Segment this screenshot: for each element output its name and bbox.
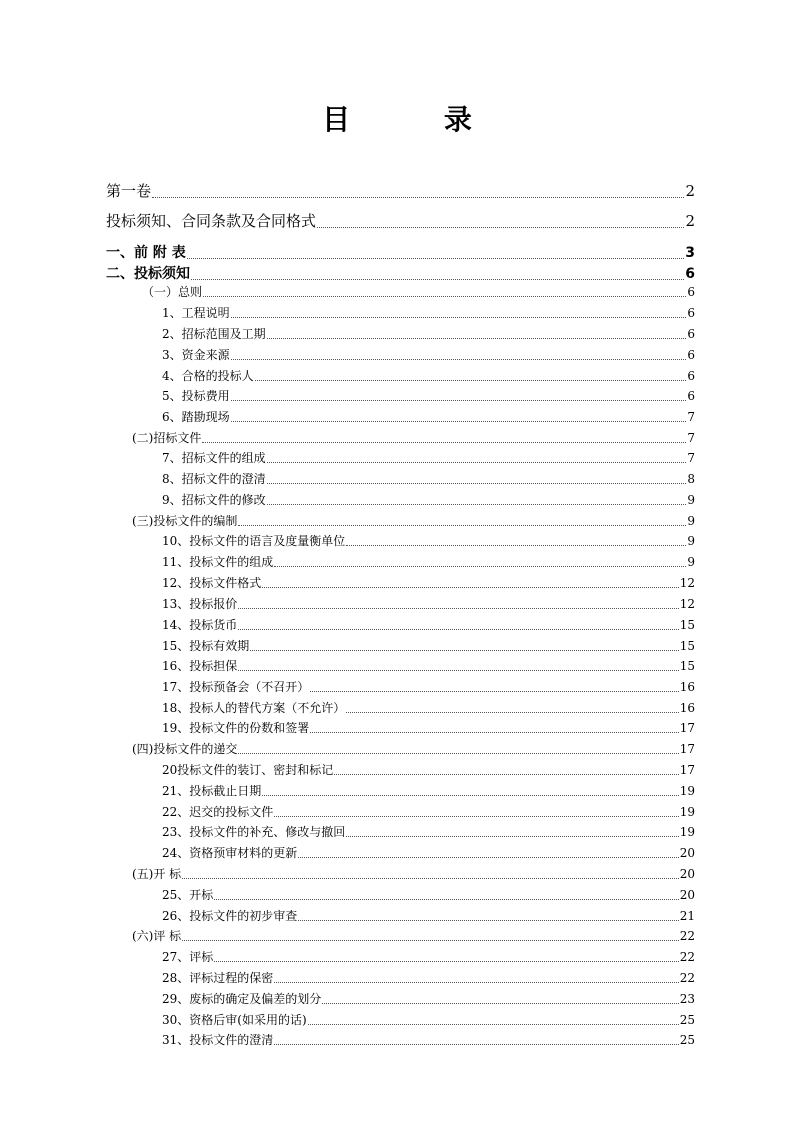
toc-entry[interactable]	[162, 470, 695, 487]
toc-entry-page-number: 6	[685, 266, 695, 282]
toc-entry-page-number: 17	[679, 721, 695, 735]
toc-entry-page-number: 6	[687, 369, 695, 383]
toc-entry-title: 24、资格预审材料的更新	[162, 846, 298, 860]
dot-leader	[214, 899, 678, 900]
dot-leader	[346, 545, 686, 546]
toc-entry-page-number: 7	[687, 410, 695, 424]
toc-entry-page-number: 17	[679, 742, 695, 756]
toc-entry-page-number: 9	[687, 514, 695, 528]
toc-entry[interactable]	[162, 574, 695, 591]
toc-entry-title: 26、投标文件的初步审查	[162, 909, 298, 923]
toc-entry[interactable]	[162, 907, 695, 924]
dot-leader	[267, 483, 687, 484]
dot-leader	[255, 380, 687, 381]
toc-entry[interactable]	[162, 387, 695, 404]
dot-leader	[203, 296, 686, 297]
dot-leader	[298, 920, 678, 921]
dot-leader	[274, 816, 678, 817]
toc-entry[interactable]	[162, 990, 695, 1007]
toc-entry[interactable]	[162, 553, 695, 570]
toc-entry-title: 15、投标有效期	[162, 639, 250, 653]
toc-entry[interactable]	[132, 740, 695, 757]
toc-entry[interactable]	[132, 927, 695, 944]
dot-leader	[231, 317, 687, 318]
toc-entry[interactable]	[106, 263, 695, 283]
dot-leader	[182, 878, 679, 879]
toc-entry[interactable]	[162, 886, 695, 903]
toc-entry-title: 21、投标截止日期	[162, 784, 262, 798]
toc-entry-page-number: 9	[687, 493, 695, 507]
toc-entry-page-number: 22	[679, 950, 695, 964]
toc-entry-title: 第一卷	[106, 182, 152, 200]
dot-leader	[152, 197, 684, 198]
toc-entry-page-number: 9	[687, 555, 695, 569]
toc-entry-page-number: 15	[679, 618, 695, 632]
dot-leader	[231, 421, 687, 422]
toc-entry-title: 18、投标人的替代方案（不允许）	[162, 701, 346, 715]
toc-entry-page-number: 20	[679, 888, 695, 902]
toc-entry-page-number: 16	[679, 701, 695, 715]
toc-entry-title: 13、投标报价	[162, 597, 238, 611]
toc-entry-title: 22、迟交的投标文件	[162, 805, 274, 819]
toc-entry-page-number: 15	[679, 639, 695, 653]
toc-entry-title: 6、踏勘现场	[162, 410, 230, 424]
toc-entry[interactable]	[162, 304, 695, 321]
toc-entry-title: 7、招标文件的组成	[162, 451, 266, 465]
toc-entry-page-number: 20	[679, 846, 695, 860]
toc-entry-title: 投标须知、合同条款及合同格式	[106, 212, 317, 230]
dot-leader	[274, 982, 678, 983]
dot-leader	[238, 629, 678, 630]
toc-entry[interactable]	[162, 325, 695, 342]
toc-entry-title: 2、招标范围及工期	[162, 327, 266, 341]
toc-entry[interactable]	[106, 242, 695, 262]
toc-entry-title: 20投标文件的装订、密封和标记	[162, 763, 334, 777]
dot-leader	[346, 836, 678, 837]
toc-entry[interactable]	[162, 699, 695, 716]
dot-leader	[267, 504, 687, 505]
toc-entry[interactable]	[162, 408, 695, 425]
toc-entry[interactable]	[162, 969, 695, 986]
toc-entry-page-number: 7	[687, 431, 695, 445]
toc-entry-title: 19、投标文件的份数和签署	[162, 721, 310, 735]
toc-entry[interactable]	[162, 823, 695, 840]
toc-entry-page-number: 6	[687, 348, 695, 362]
toc-entry-page-number: 25	[679, 1033, 695, 1047]
toc-entry[interactable]	[162, 595, 695, 612]
dot-leader	[182, 940, 679, 941]
dot-leader	[202, 442, 686, 443]
toc-entry-page-number: 21	[679, 909, 695, 923]
toc-entry-title: (五)开 标	[132, 867, 182, 881]
dot-leader	[346, 712, 678, 713]
toc-entry-title: 8、招标文件的澄清	[162, 472, 266, 486]
dot-leader	[267, 338, 687, 339]
toc-entry-title: 31、投标文件的澄清	[162, 1033, 274, 1047]
toc-entry[interactable]	[162, 844, 695, 861]
dot-leader	[191, 279, 684, 280]
dot-leader	[274, 566, 686, 567]
toc-entry-page-number: 22	[679, 929, 695, 943]
dot-leader	[298, 857, 678, 858]
toc-entry-title: (三)投标文件的编制	[132, 514, 238, 528]
dot-leader	[262, 795, 678, 796]
toc-entry[interactable]	[162, 719, 695, 736]
toc-entry[interactable]	[162, 1011, 695, 1028]
toc-entry[interactable]	[132, 865, 695, 882]
toc-entry[interactable]	[162, 616, 695, 633]
toc-entry[interactable]	[162, 367, 695, 384]
toc-entry-page-number: 2	[685, 182, 695, 200]
dot-leader	[238, 608, 678, 609]
toc-entry-title: 11、投标文件的组成	[162, 555, 274, 569]
dot-leader	[250, 650, 678, 651]
toc-entry-title: 二、投标须知	[106, 266, 190, 282]
toc-entry-page-number: 8	[687, 472, 695, 486]
toc-entry-title: 30、资格后审(如采用的话)	[162, 1013, 307, 1027]
toc-entry[interactable]	[162, 782, 695, 799]
toc-entry-page-number: 22	[679, 971, 695, 985]
toc-entry[interactable]	[162, 449, 695, 466]
dot-leader	[310, 732, 678, 733]
toc-entry-title: 4、合格的投标人	[162, 369, 254, 383]
toc-entry[interactable]	[162, 637, 695, 654]
toc-entry-page-number: 20	[679, 867, 695, 881]
toc-entry[interactable]	[106, 210, 695, 231]
toc-entry[interactable]	[132, 512, 695, 529]
toc-entry-title: 1、工程说明	[162, 306, 230, 320]
toc-entry-title: 27、评标	[162, 950, 214, 964]
toc-entry-page-number: 7	[687, 451, 695, 465]
toc-entry-page-number: 12	[679, 597, 695, 611]
toc-entry-page-number: 6	[687, 306, 695, 320]
page-title: 目 录	[322, 103, 514, 136]
toc-entry-title: 17、投标预备会（不召开）	[162, 680, 310, 694]
toc-entry-page-number: 19	[679, 784, 695, 798]
toc-entry-title: 23、投标文件的补充、修改与撤回	[162, 825, 346, 839]
toc-entry-title: 5、投标费用	[162, 389, 230, 403]
dot-leader	[231, 359, 687, 360]
toc-entry[interactable]	[142, 283, 695, 300]
toc-entry-title: 12、投标文件格式	[162, 576, 262, 590]
toc-entry[interactable]	[162, 761, 695, 778]
dot-leader	[322, 1003, 678, 1004]
toc-entry-title: 一、前 附 表	[106, 245, 186, 261]
dot-leader	[238, 670, 678, 671]
toc-entry-title: 14、投标货币	[162, 618, 238, 632]
toc-entry-title: （一）总则	[142, 285, 203, 299]
toc-entry-page-number: 9	[687, 534, 695, 548]
dot-leader	[238, 753, 678, 754]
toc-entry[interactable]	[162, 1031, 695, 1048]
toc-entry-page-number: 23	[679, 992, 695, 1006]
toc-entry-page-number: 12	[679, 576, 695, 590]
toc-entry[interactable]	[132, 429, 695, 446]
dot-leader	[274, 1044, 678, 1045]
dot-leader	[238, 525, 686, 526]
toc-entry[interactable]	[162, 803, 695, 820]
dot-leader	[262, 587, 678, 588]
toc-entry-page-number: 19	[679, 805, 695, 819]
toc-entry-title: 9、招标文件的修改	[162, 493, 266, 507]
dot-leader	[308, 1024, 679, 1025]
toc-entry-title: (六)评 标	[132, 929, 182, 943]
toc-entry-page-number: 17	[679, 763, 695, 777]
toc-entry[interactable]	[162, 491, 695, 508]
dot-leader	[310, 691, 678, 692]
toc-entry-title: 16、投标担保	[162, 659, 238, 673]
toc-entry-page-number: 6	[687, 285, 695, 299]
dot-leader	[334, 774, 678, 775]
toc-entry-title: (二)招标文件	[132, 431, 202, 445]
dot-leader	[267, 462, 687, 463]
toc-entry-page-number: 6	[687, 389, 695, 403]
dot-leader	[187, 258, 685, 259]
dot-leader	[231, 400, 687, 401]
dot-leader	[214, 961, 678, 962]
toc-entry-title: 28、评标过程的保密	[162, 971, 274, 985]
toc-entry-page-number: 6	[687, 327, 695, 341]
dot-leader	[317, 227, 684, 228]
toc-entry[interactable]	[106, 180, 695, 201]
toc-entry[interactable]	[162, 657, 695, 674]
toc-entry-title: 10、投标文件的语言及度量衡单位	[162, 534, 346, 548]
toc-entry[interactable]	[162, 346, 695, 363]
toc-entry-page-number: 25	[679, 1013, 695, 1027]
toc-entry-page-number: 15	[679, 659, 695, 673]
toc-entry-page-number: 16	[679, 680, 695, 694]
toc-entry-page-number: 3	[685, 245, 695, 261]
toc-entry[interactable]	[162, 678, 695, 695]
toc-entry-page-number: 2	[685, 212, 695, 230]
toc-entry-page-number: 19	[679, 825, 695, 839]
toc-entry-title: 29、废标的确定及偏差的划分	[162, 992, 322, 1006]
toc-entry-title: 3、资金来源	[162, 348, 230, 362]
toc-entry-title: (四)投标文件的递交	[132, 742, 238, 756]
toc-entry[interactable]	[162, 948, 695, 965]
toc-entry-title: 25、开标	[162, 888, 214, 902]
toc-entry[interactable]	[162, 532, 695, 549]
